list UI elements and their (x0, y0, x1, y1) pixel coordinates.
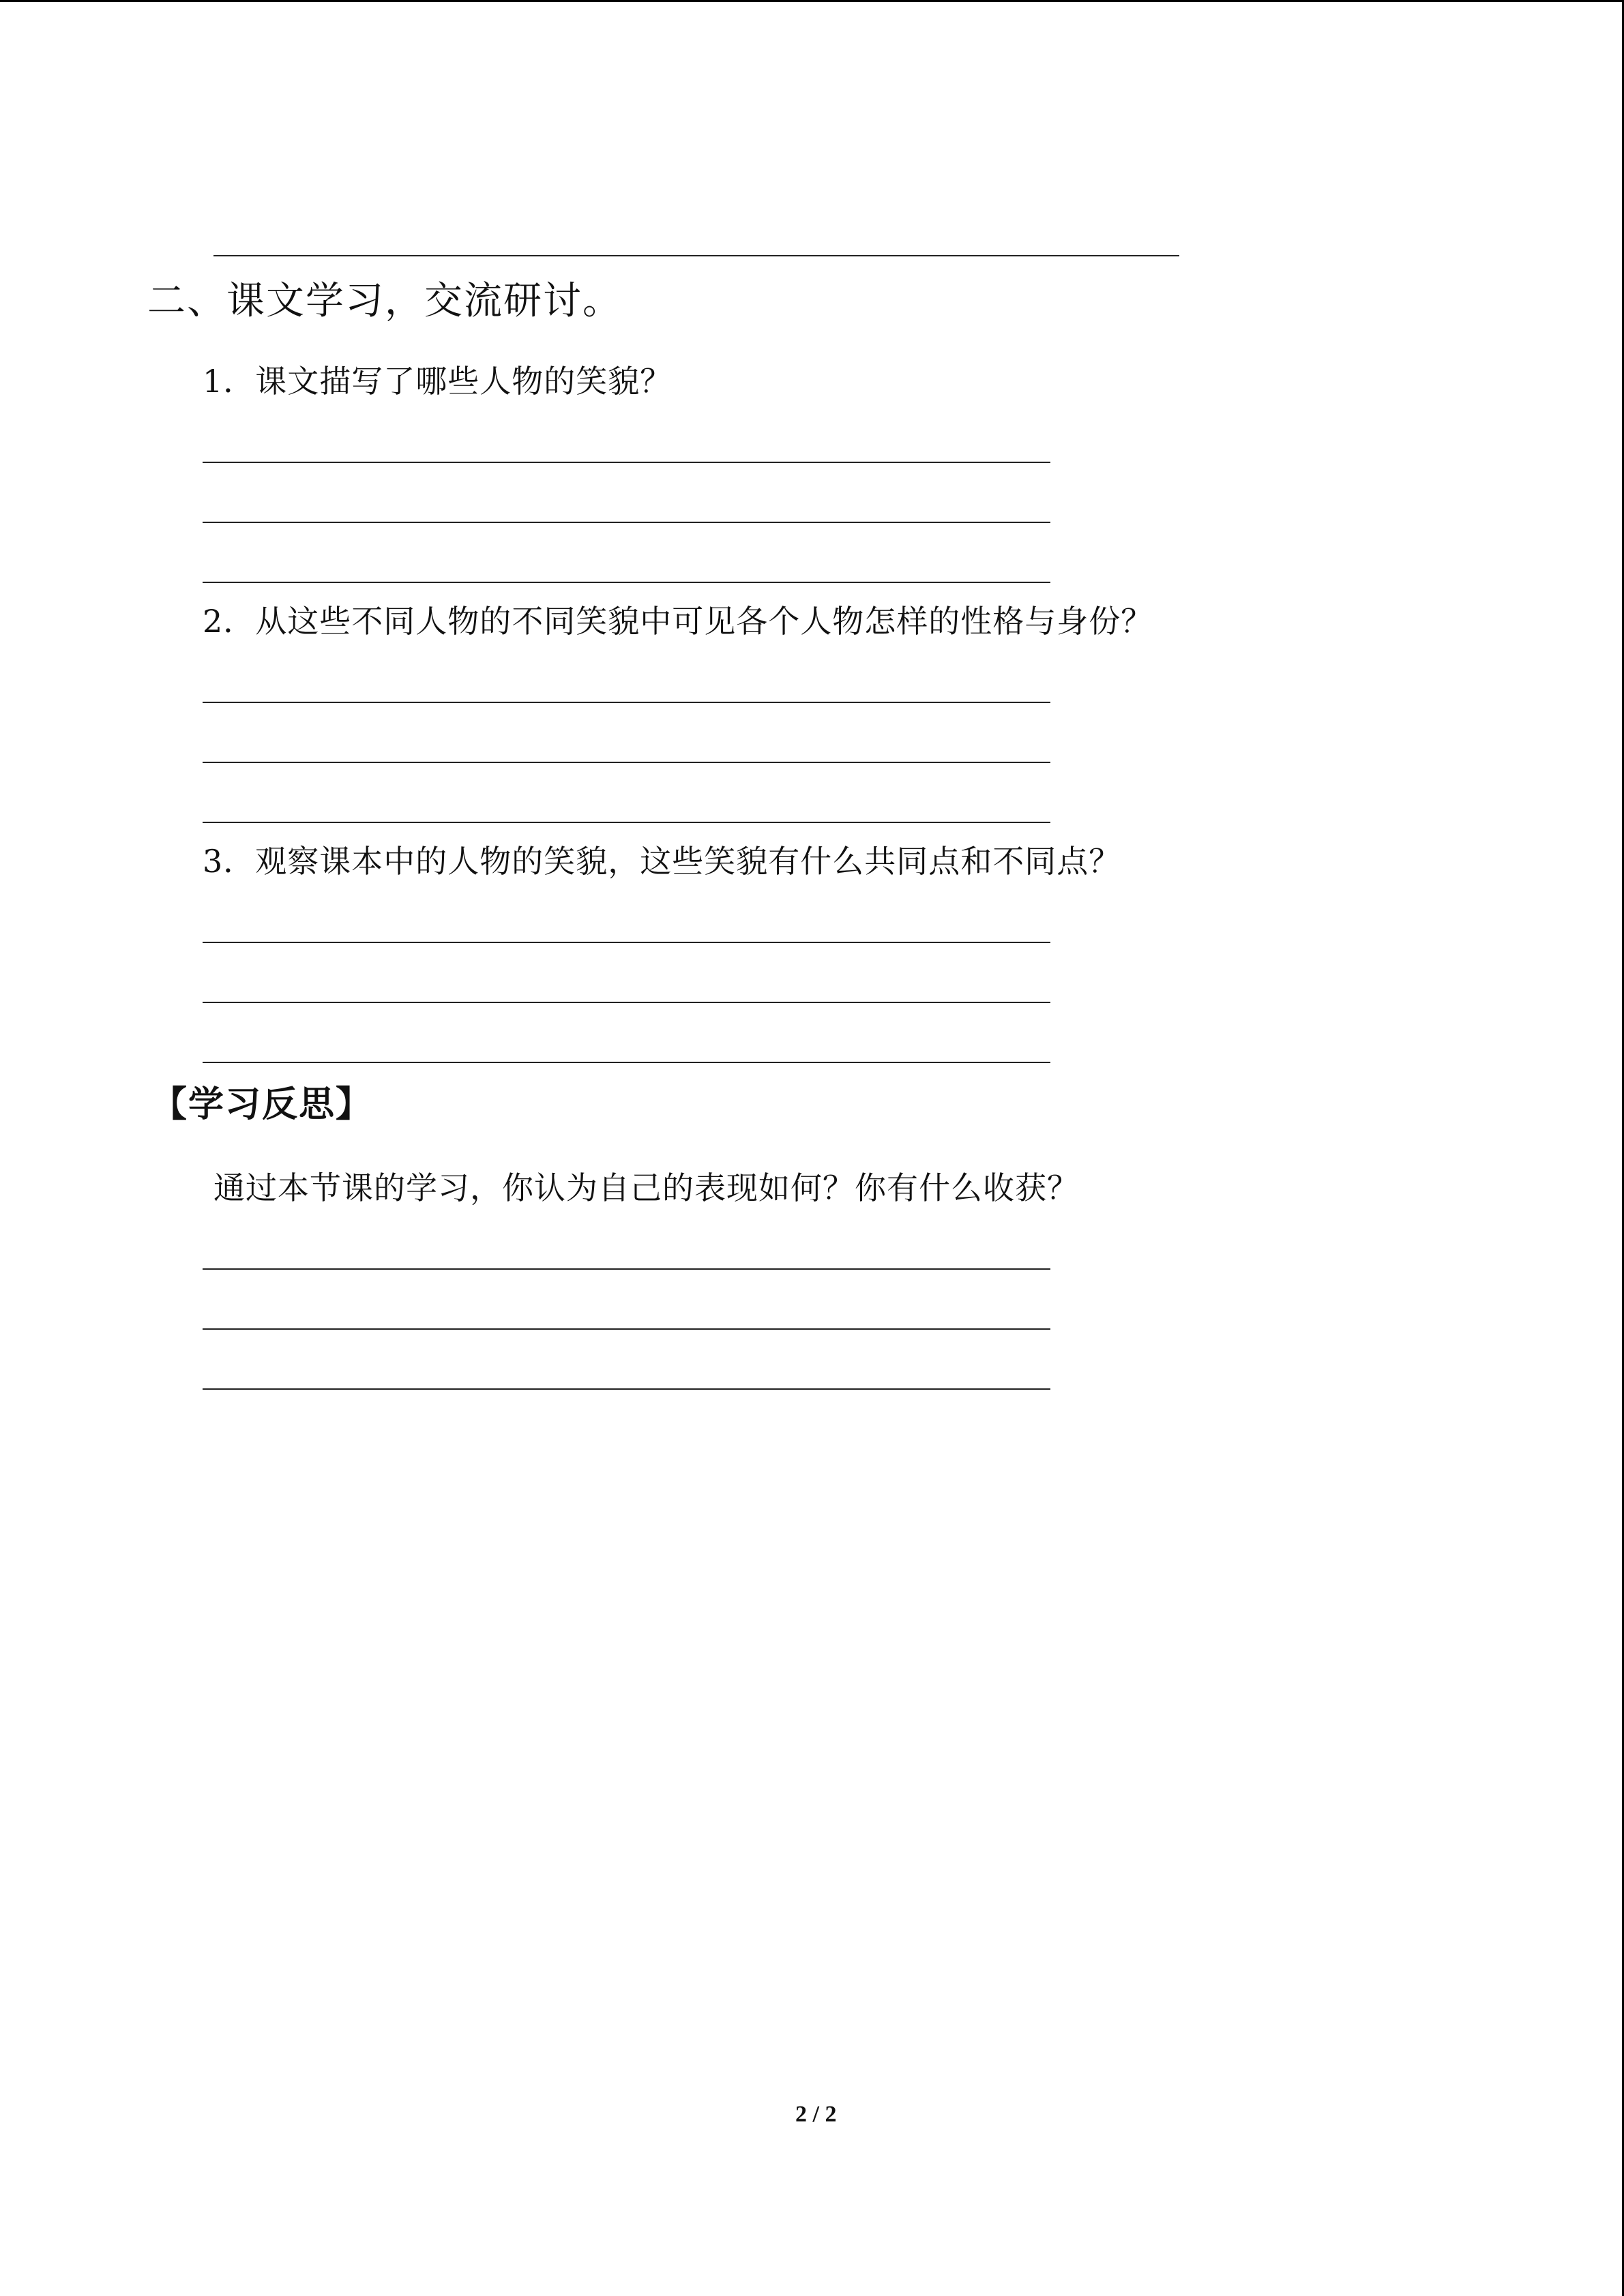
answer-line (203, 1388, 1050, 1390)
answer-line (203, 702, 1050, 703)
answer-line (203, 1062, 1050, 1063)
answer-line (203, 822, 1050, 823)
reflection-prompt: 通过本节课的学习，你认为自己的表现如何？你有什么收获？ (213, 1169, 1079, 1206)
page-number: 2 / 2 (795, 2102, 837, 2127)
page-top-border (0, 0, 1624, 2)
answer-line (203, 522, 1050, 523)
answer-line (203, 762, 1050, 763)
section-heading: 二、课文学习，交流研讨。 (147, 279, 622, 323)
reflection-heading: 【学习反思】 (151, 1084, 373, 1125)
answer-line (203, 1328, 1050, 1330)
question-1: 1．课文描写了哪些人物的笑貌？ (203, 363, 673, 400)
question-2: 2．从这些不同人物的不同笑貌中可见各个人物怎样的性格与身份？ (203, 603, 1153, 640)
answer-line (203, 942, 1050, 943)
answer-line (203, 582, 1050, 583)
answer-line (203, 1268, 1050, 1270)
answer-line (213, 255, 1179, 256)
answer-line (203, 1002, 1050, 1003)
question-3: 3．观察课本中的人物的笑貌，这些笑貌有什么共同点和不同点？ (203, 843, 1121, 880)
answer-line (203, 462, 1050, 463)
